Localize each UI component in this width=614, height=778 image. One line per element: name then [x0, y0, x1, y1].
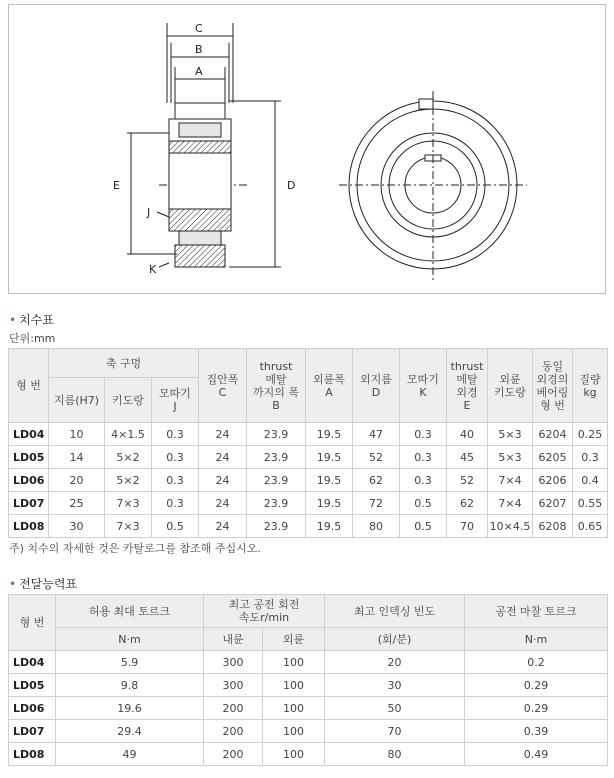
col-header-drag-torque: 공전 마찰 토르크	[465, 595, 608, 628]
power-section-title	[9, 575, 77, 592]
table-cell: 19.5	[306, 423, 353, 446]
col-header-outer-keyway: 외륜 키도랑	[488, 349, 533, 423]
table-cell: 100	[263, 720, 325, 743]
table-cell: 19.6	[56, 697, 204, 720]
table-cell: 24	[199, 469, 247, 492]
col-header-torque-unit: N·m	[56, 628, 204, 651]
table-cell: 20	[325, 651, 465, 674]
col-header-bore: 지름(H7)	[49, 378, 105, 423]
model-cell: LD07	[9, 720, 56, 743]
table-cell: 200	[204, 743, 263, 766]
table-cell: 23.9	[247, 423, 306, 446]
model-cell: LD07	[9, 492, 49, 515]
table-cell: 6205	[533, 446, 573, 469]
model-cell: LD05	[9, 446, 49, 469]
table-cell: 0.4	[573, 469, 608, 492]
table-cell: 30	[325, 674, 465, 697]
table-cell: 19.5	[306, 492, 353, 515]
model-cell: LD06	[9, 469, 49, 492]
table-cell: 300	[204, 674, 263, 697]
table-cell: 29.4	[56, 720, 204, 743]
table-cell: 0.3	[152, 492, 199, 515]
table-cell: 24	[199, 446, 247, 469]
front-view	[339, 91, 527, 281]
model-cell: LD08	[9, 743, 56, 766]
table-cell: 300	[204, 651, 263, 674]
col-header-thrust-width: thrust 메탈 까지의 폭 B	[247, 349, 306, 423]
table-cell: 80	[353, 515, 400, 538]
model-cell: LD04	[9, 651, 56, 674]
table-cell: 19.5	[306, 515, 353, 538]
table-row	[9, 674, 608, 697]
bullet-icon: •	[9, 577, 17, 591]
table-cell: 0.3	[400, 469, 447, 492]
table-cell: 25	[49, 492, 105, 515]
table-cell: 5×2	[105, 446, 152, 469]
table-cell: 100	[263, 743, 325, 766]
table-row	[9, 515, 608, 538]
table-row	[9, 492, 608, 515]
label-a: A	[195, 65, 203, 78]
col-header-drag-unit: N·m	[465, 628, 608, 651]
table-row	[9, 697, 608, 720]
table-cell: 6204	[533, 423, 573, 446]
table-cell: 10	[49, 423, 105, 446]
table-cell: 0.39	[465, 720, 608, 743]
table-cell: 0.29	[465, 697, 608, 720]
table-cell: 40	[447, 423, 488, 446]
table-cell: 62	[353, 469, 400, 492]
col-header-outer-ring-width: 외륜폭 A	[306, 349, 353, 423]
bearing-drawing-svg	[9, 5, 607, 295]
spec-section-title	[9, 311, 54, 328]
table-cell: 0.3	[152, 446, 199, 469]
table-cell: 0.2	[465, 651, 608, 674]
table-cell: 200	[204, 720, 263, 743]
table-cell: 200	[204, 697, 263, 720]
col-header-chamfer-k: 모따기 K	[400, 349, 447, 423]
table-cell: 47	[353, 423, 400, 446]
table-cell: 0.3	[400, 446, 447, 469]
model-cell: LD08	[9, 515, 49, 538]
table-cell: 70	[447, 515, 488, 538]
table-cell: 5×3	[488, 423, 533, 446]
table-row	[9, 651, 608, 674]
table-cell: 23.9	[247, 492, 306, 515]
col-header-thrust-od: thrust 메탈 외경 E	[447, 349, 488, 423]
col-header-indexing: 최고 인덱싱 빈도	[325, 595, 465, 628]
table-row	[9, 423, 608, 446]
table-cell: 100	[263, 651, 325, 674]
table-cell: 7×3	[105, 515, 152, 538]
table-cell: 23.9	[247, 515, 306, 538]
table-cell: 6206	[533, 469, 573, 492]
table-cell: 0.65	[573, 515, 608, 538]
table-cell: 0.5	[152, 515, 199, 538]
model-cell: LD05	[9, 674, 56, 697]
table-cell: 24	[199, 492, 247, 515]
table-cell: 19.5	[306, 446, 353, 469]
table-cell: 5×3	[488, 446, 533, 469]
col-header-speed: 최고 공전 회전 속도r/min	[204, 595, 325, 628]
table-cell: 6207	[533, 492, 573, 515]
table-cell: 4×1.5	[105, 423, 152, 446]
table-cell: 100	[263, 697, 325, 720]
col-header-keyway: 키도랑	[105, 378, 152, 423]
label-b: B	[195, 43, 203, 56]
table-cell: 5×2	[105, 469, 152, 492]
table-cell: 6208	[533, 515, 573, 538]
table-cell: 24	[199, 423, 247, 446]
label-d: D	[287, 179, 296, 192]
table-cell: 0.55	[573, 492, 608, 515]
table-cell: 10×4.5	[488, 515, 533, 538]
table-cell: 70	[325, 720, 465, 743]
table-cell: 52	[353, 446, 400, 469]
table-row	[9, 743, 608, 766]
table-cell: 0.5	[400, 492, 447, 515]
power-title-text: 전달능력표	[19, 577, 78, 591]
side-section-view	[169, 103, 231, 267]
col-header-model: 형 번	[9, 349, 49, 423]
table-cell: 14	[49, 446, 105, 469]
col-header-indexing-unit: (회/분)	[325, 628, 465, 651]
table-cell: 20	[49, 469, 105, 492]
table-cell: 100	[263, 674, 325, 697]
table-cell: 7×4	[488, 469, 533, 492]
technical-drawing	[8, 4, 606, 294]
table-row	[9, 469, 608, 492]
label-c: C	[195, 22, 203, 35]
table-cell: 7×3	[105, 492, 152, 515]
table-cell: 0.3	[573, 446, 608, 469]
table-cell: 49	[56, 743, 204, 766]
col-header-chamfer-j: 모따기 J	[152, 378, 199, 423]
model-cell: LD04	[9, 423, 49, 446]
col-header-inner-ring: 내륜	[204, 628, 263, 651]
table-cell: 30	[49, 515, 105, 538]
label-k: K	[149, 263, 157, 276]
footnote: 주) 치수의 자세한 것은 카탈로그를 참조해 주십시오.	[9, 542, 261, 555]
table-cell: 0.29	[465, 674, 608, 697]
col-header-shaft-hole: 축 구멍	[49, 349, 199, 378]
table-cell: 0.3	[152, 423, 199, 446]
dimension-table	[8, 348, 608, 538]
label-e: E	[113, 179, 120, 192]
col-header-mass: 질량 kg	[573, 349, 608, 423]
col-header-outer-diameter: 외지름 D	[353, 349, 400, 423]
unit-label: 단위:mm	[9, 332, 56, 345]
bullet-icon: •	[9, 313, 17, 327]
col-header-torque: 허용 최대 토르크	[56, 595, 204, 628]
capacity-table	[8, 594, 608, 766]
table-cell: 9.8	[56, 674, 204, 697]
table-cell: 0.25	[573, 423, 608, 446]
table-cell: 7×4	[488, 492, 533, 515]
table-cell: 0.3	[152, 469, 199, 492]
table-cell: 24	[199, 515, 247, 538]
table-cell: 52	[447, 469, 488, 492]
table-cell: 80	[325, 743, 465, 766]
table-cell: 0.3	[400, 423, 447, 446]
table-cell: 62	[447, 492, 488, 515]
table-cell: 23.9	[247, 469, 306, 492]
table-cell: 50	[325, 697, 465, 720]
col-header-outer-ring: 외륜	[263, 628, 325, 651]
model-cell: LD06	[9, 697, 56, 720]
table-cell: 45	[447, 446, 488, 469]
col-header-model: 형 번	[9, 595, 56, 651]
spec-title-text: 치수표	[19, 313, 54, 327]
table-row	[9, 720, 608, 743]
table-cell: 0.49	[465, 743, 608, 766]
table-cell: 19.5	[306, 469, 353, 492]
col-header-bearing: 동일 외경의 베어링 형 번	[533, 349, 573, 423]
table-cell: 0.5	[400, 515, 447, 538]
col-header-width-c: 집안폭 C	[199, 349, 247, 423]
table-cell: 23.9	[247, 446, 306, 469]
label-j: J	[147, 206, 151, 219]
table-cell: 5.9	[56, 651, 204, 674]
table-cell: 72	[353, 492, 400, 515]
table-row	[9, 446, 608, 469]
